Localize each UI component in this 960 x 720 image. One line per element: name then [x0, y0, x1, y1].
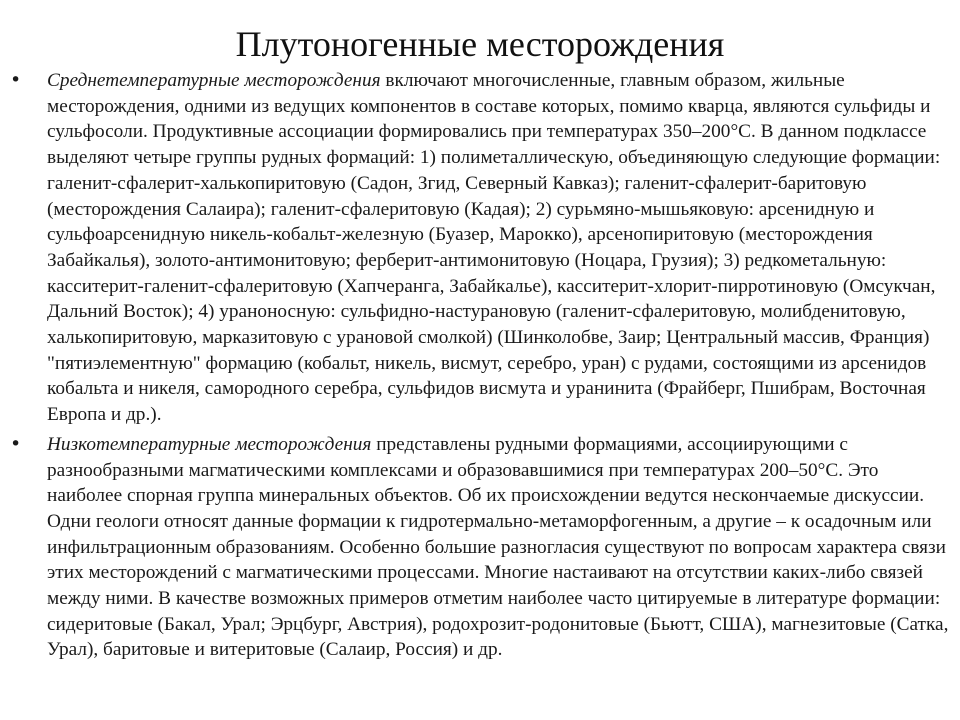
bullet-lead-term: Среднетемпературные месторождения	[47, 70, 381, 91]
bullet-body: представлены рудными формациями, ассоциирующими с разнообразными магматическими комплексами и образовавшимися при температурах 200–50°С. Это наиболее спорная группа минеральных объектов. Об их происхождении ведутся нескончаемые дискуссии. Одни геологи относят данные формации к гидротермально-метаморфогенным, а другие – к осадочным или инфильтрационным образованиям. Особенно большие разногласия существуют по вопросам характера связи этих месторождений с магматическими процессами. Многие настаивают на отсутствии каких-либо связей между ними. В качестве возможных примеров отметим наиболее часто цитируемые в литературе формации: сидеритовые (Бакал, Урал; Эрцбург, Австрия), родохрозит-родонитовые (Бьютт, США), магнезитовые (Сатка, Урал), баритовые и витеритовые (Салаир, Россия) и др.	[47, 433, 949, 661]
bullet-lead-term: Низкотемпературные месторождения	[47, 433, 372, 455]
bullet-item-low-temperature	[0, 432, 960, 663]
bullet-body: включают многочисленные, главным образом, жильные месторождения, одними из ведущих компонентов в составе которых, помимо кварца, являются сульфиды и сульфосоли. Продуктивные ассоциации формировались при температурах 350–200°С. В данном подклассе выделяют четыре группы рудных формаций: 1) полиметаллическую, объединяющую следующие формации: галенит-сфалерит-халькопиритовую (Садон, Згид, Северный Кавказ); галенит-сфалерит-баритовую (месторождения Салаира); галенит-сфалеритовую (Кадая); 2) сурьмяно-мышьяковую: арсенидную и сульфоарсенидную никель-кобальт-железную (Буазер, Марокко), арсенопиритовую (месторождения Забайкалья), золото-антимонитовую; ферберит-антимонитовую (Ноцара, Грузия); 3) редкометальную: касситерит-галенит-сфалеритовую (Хапчеранга, Забайкалье), касситерит-хлорит-пирротиновую (Омсукчан, Дальний Восток); 4) ураноносную: сульфидно-настурановую (галенит-сфалеритовую, молибденитовую, халькопиритовую, марказитовую с урановой смолкой) (Шинколобве, Заир; Центральный массив, Франция) "пятиэлементную" формацию (кобальт, никель, висмут, серебро, уран) с рудами, состоящими из арсенидов кобальта и никеля, самородного серебра, сульфидов висмута и уранинита (Фрайберг, Пшибрам, Восточная Европа и др.).	[47, 70, 941, 426]
bullet-marker: •	[10, 69, 22, 91]
bullet-marker: •	[10, 432, 22, 455]
bullet-item-medium-temperature	[0, 68, 960, 428]
bullet-text	[47, 68, 952, 428]
slide-title: Плутоногенные месторождения	[235, 24, 725, 64]
bullet-list	[0, 68, 960, 663]
bullet-text	[47, 432, 952, 663]
